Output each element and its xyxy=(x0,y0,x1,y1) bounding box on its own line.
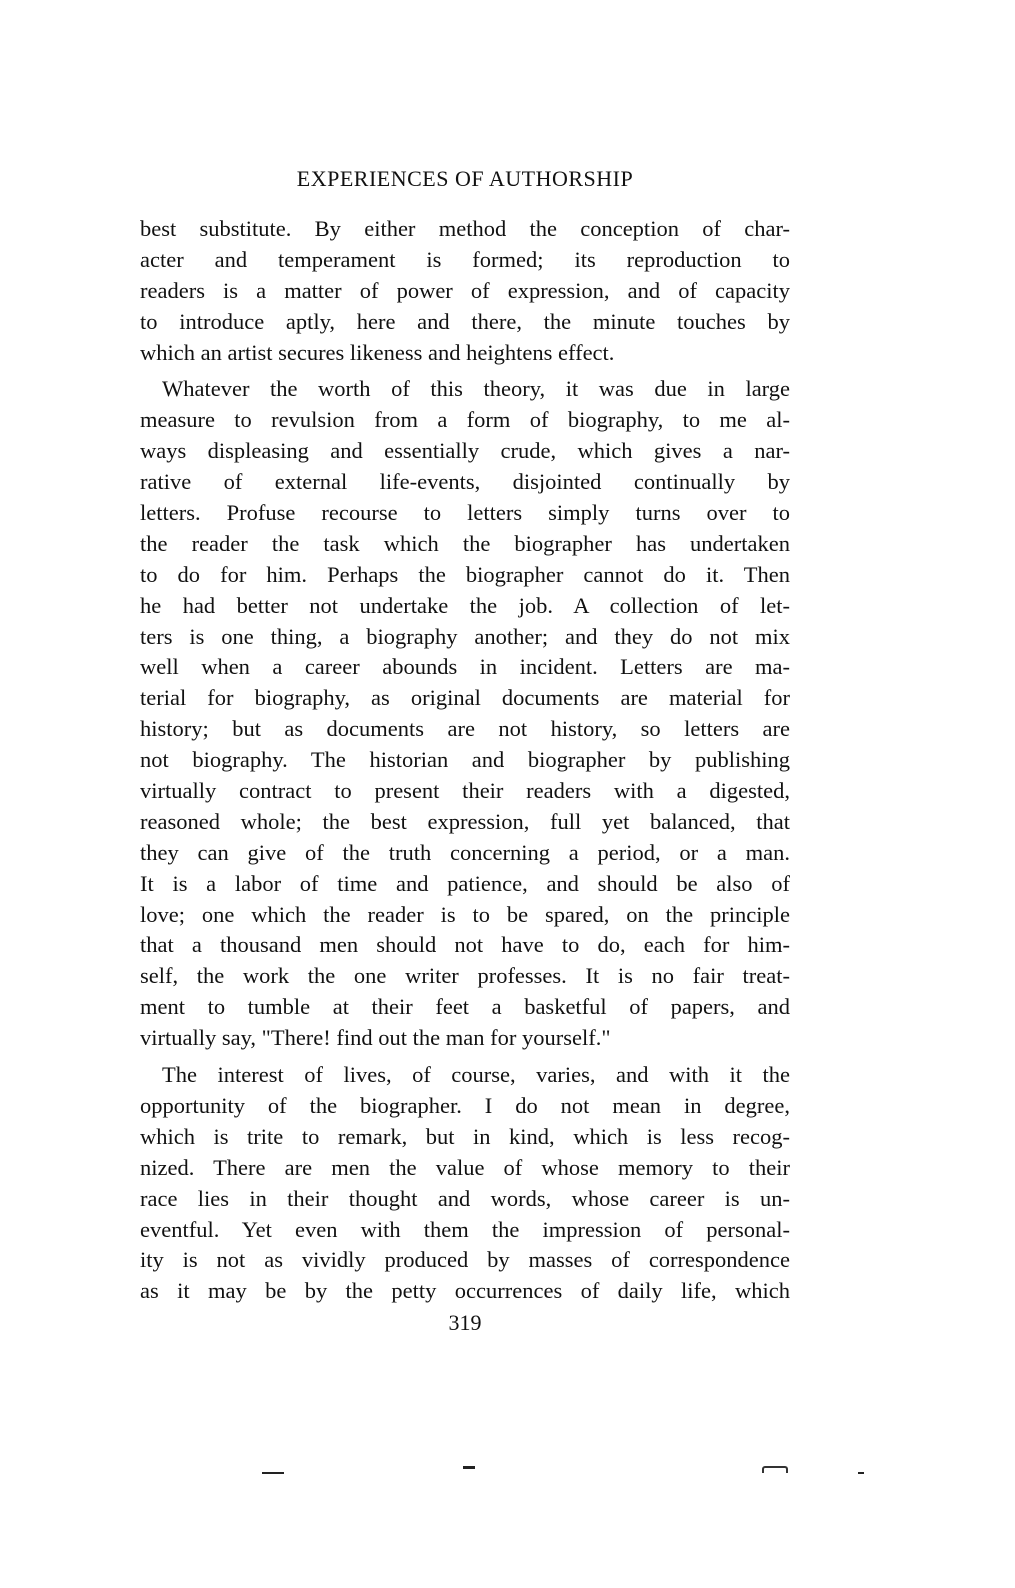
paragraph xyxy=(140,1060,790,1307)
text-line: eventful. Yet even with them the impression of personal- xyxy=(140,1216,790,1242)
text-line: they can give of the truth concerning a period, or a man. xyxy=(140,839,790,865)
text-line: which an artist secures likeness and heightens effect. xyxy=(140,339,615,365)
text-line: ity is not as vividly produced by masses of correspondence xyxy=(140,1247,790,1273)
text-line: readers is a matter of power of expression, and of capacity xyxy=(140,277,790,303)
text-line: to introduce aptly, here and there, the minute touches by xyxy=(140,308,790,334)
scan-mark-left xyxy=(262,1472,284,1474)
text-line: he had better not undertake the job. A collection of let- xyxy=(140,592,790,618)
text-line: virtually say, "There! find out the man for yourself." xyxy=(140,1025,611,1051)
text-line: reasoned whole; the best expression, full yet balanced, that xyxy=(140,808,790,834)
text-line: acter and temperament is formed; its reproduction to xyxy=(140,246,790,272)
scan-mark-right xyxy=(762,1466,788,1473)
text-line: as it may be by the petty occurrences of daily life, which xyxy=(140,1278,790,1304)
text-line: that a thousand men should not have to do, each for him- xyxy=(140,932,790,958)
text-line: rative of external life-events, disjointed continually by xyxy=(140,469,790,495)
paragraph xyxy=(140,374,790,1054)
text-line: The interest of lives, of course, varies, and with it the xyxy=(162,1062,790,1088)
text-line: terial for biography, as original documents are material for xyxy=(140,685,790,711)
text-line: best substitute. By either method the conception of char- xyxy=(140,216,790,241)
text-line: letters. Profuse recourse to letters simply turns over to xyxy=(140,500,790,526)
text-line: not biography. The historian and biographer by publishing xyxy=(140,747,790,773)
paragraph xyxy=(140,214,790,368)
text-line: measure to revulsion from a form of biography, to me al- xyxy=(140,407,790,433)
text-line: virtually contract to present their readers with a digested, xyxy=(140,778,790,804)
text-line: nized. There are men the value of whose memory to their xyxy=(140,1154,790,1180)
text-line: love; one which the reader is to be spared, on the principle xyxy=(140,901,790,927)
page-number: 319 xyxy=(448,1310,482,1335)
text-line: ters is one thing, a biography another; and they do not mix xyxy=(140,623,790,649)
text-line: the reader the task which the biographer has undertaken xyxy=(140,530,790,556)
text-line: ment to tumble at their feet a basketful of papers, and xyxy=(140,994,790,1020)
text-line: Whatever the worth of this theory, it was due in large xyxy=(162,376,790,402)
text-line: to do for him. Perhaps the biographer cannot do it. Then xyxy=(140,561,790,587)
text-line: which is trite to remark, but in kind, which is less recog- xyxy=(140,1123,790,1149)
text-line: self, the work the one writer professes. It is no fair treat- xyxy=(140,963,790,989)
text-line: opportunity of the biographer. I do not mean in degree, xyxy=(140,1092,790,1118)
text-line: ways displeasing and essentially crude, which gives a nar- xyxy=(140,438,790,464)
text-line: history; but as documents are not history, so letters are xyxy=(140,716,790,742)
text-line: well when a career abounds in incident. Letters are ma- xyxy=(140,654,790,680)
body-text xyxy=(140,214,790,1313)
text-line: race lies in their thought and words, whose career is un- xyxy=(140,1185,790,1211)
text-line: It is a labor of time and patience, and should be also of xyxy=(140,870,790,896)
running-head: EXPERIENCES OF AUTHORSHIP xyxy=(296,166,634,191)
scan-mark-center xyxy=(463,1466,475,1469)
scan-mark-edge xyxy=(858,1472,864,1474)
